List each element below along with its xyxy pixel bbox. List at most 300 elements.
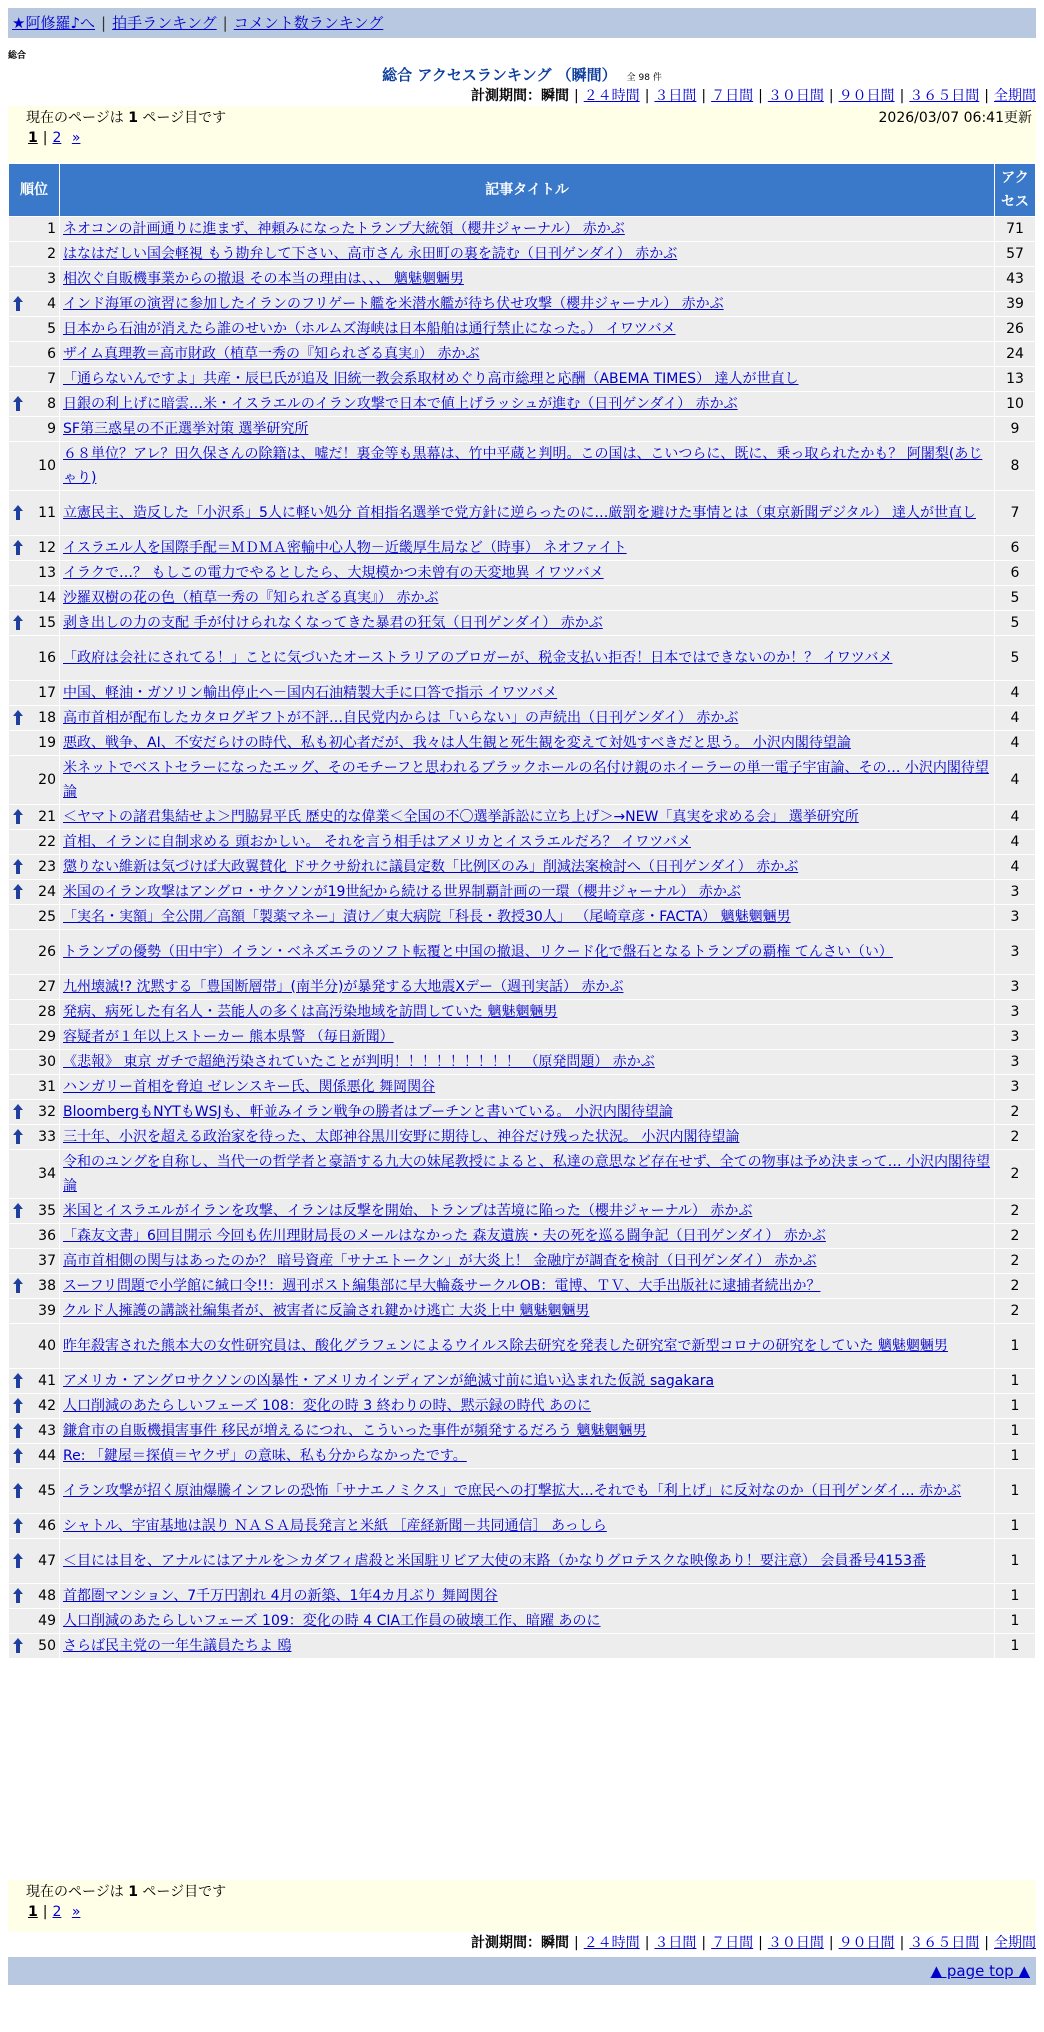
access-count: 1 [995, 1514, 1035, 1538]
rank-number: 33 [38, 1129, 56, 1145]
article-title-link[interactable]: 鎌倉市の自販機損害事件 移民が増えるにつれ、こういった事件が頻発するだろう 魑魅魍魎男 [63, 1423, 647, 1439]
title-cell [60, 830, 994, 854]
rank-cell [9, 805, 59, 829]
access-column-header: アクセス [995, 164, 1035, 216]
article-title-link[interactable]: 米国とイスラエルがイランを攻撃、イランは反撃を開始、トランプは苦境に陥った（櫻井ジャーナル） 赤かぶ [63, 1203, 753, 1219]
rank-number: 22 [38, 834, 56, 850]
title-cell [60, 392, 994, 416]
access-count: 1 [995, 1394, 1035, 1418]
rank-cell [9, 417, 59, 441]
clap-ranking-link[interactable]: 拍手ランキング [112, 14, 217, 32]
article-title-link[interactable]: 首都圏マンション、7千万円割れ 4月の新築、1年4カ月ぶり 舞岡関谷 [63, 1588, 498, 1604]
access-count: 5 [995, 586, 1035, 610]
access-count: 3 [995, 975, 1035, 999]
title-cell [60, 417, 994, 441]
article-title-link[interactable]: 高市首相側の関与はあったのか？ 暗号資産「サナエトークン」が大炎上！ 金融庁が調査を検討（日刊ゲンダイ） 赤かぶ [63, 1253, 817, 1269]
article-title-link[interactable]: イラン攻撃が招く原油爆騰インフレの恐怖「サナエノミクス」で庶民への打撃拡大…それでも「利上げ」に反対なのか（日刊ゲンダイ… 赤かぶ [63, 1483, 962, 1499]
period-separator: | [828, 88, 834, 104]
period-link[interactable]: 全期間 [994, 88, 1036, 104]
period-link[interactable]: ９０日間 [838, 1935, 895, 1951]
table-row [9, 536, 1035, 560]
rank-cell [9, 1000, 59, 1024]
rank-cell [9, 1539, 59, 1583]
title-cell [60, 442, 994, 490]
period-separator: | [899, 88, 905, 104]
period-separator: | [828, 1935, 834, 1951]
table-row [9, 1584, 1035, 1608]
period-link[interactable]: ７日間 [711, 1935, 754, 1951]
title-cell [60, 1634, 994, 1658]
table-row [9, 267, 1035, 291]
rank-cell [9, 880, 59, 904]
table-row [9, 1324, 1035, 1368]
table-row [9, 1299, 1035, 1323]
title-cell [60, 1199, 994, 1223]
title-cell [60, 930, 994, 974]
article-title-link[interactable]: イスラエル人を国際手配＝ＭＤＭＡ密輸中心人物－近畿厚生局など（時事） ネオファイト [63, 540, 627, 556]
nav-separator: | [101, 14, 107, 32]
rank-cell [9, 636, 59, 680]
access-count: 39 [995, 292, 1035, 316]
page-info-prefix: 現在のページは [26, 1884, 124, 1900]
article-title-link[interactable]: 首相、イランに自制求める 頭おかしい。 それを言う相手はアメリカとイスラエルだろ？ イワツバメ [63, 834, 691, 850]
access-count: 2 [995, 1100, 1035, 1124]
table-row [9, 1000, 1035, 1024]
access-count: 2 [995, 1274, 1035, 1298]
title-cell [60, 1514, 994, 1538]
rank-number: 50 [38, 1638, 56, 1654]
access-count: 1 [995, 1444, 1035, 1468]
table-row [9, 830, 1035, 854]
period-separator: | [644, 1935, 650, 1951]
table-row [9, 491, 1035, 535]
rank-cell [9, 1584, 59, 1608]
access-count: 1 [995, 1324, 1035, 1368]
pager-next-link[interactable]: » [71, 1904, 81, 1920]
title-cell [60, 681, 994, 705]
updated-timestamp: 2026/03/07 06:41更新 [878, 110, 1032, 126]
table-row [9, 1125, 1035, 1149]
table-row [9, 1100, 1035, 1124]
title-cell [60, 611, 994, 635]
title-cell [60, 217, 994, 241]
rank-number: 47 [38, 1553, 56, 1569]
rank-number: 41 [38, 1373, 56, 1389]
rank-number: 49 [38, 1613, 56, 1629]
rank-up-arrow-icon [13, 1553, 23, 1568]
access-count: 1 [995, 1469, 1035, 1513]
period-separator: | [573, 1935, 579, 1951]
period-link[interactable]: ３日間 [654, 1935, 697, 1951]
article-title-link[interactable]: シャトル、宇宙基地は誤り ＮＡＳＡ局長発言と米紙 ［産経新聞－共同通信］ あっしら [63, 1518, 607, 1534]
rank-number: 24 [38, 884, 56, 900]
table-row [9, 1394, 1035, 1418]
article-title-link[interactable]: ザイム真理教＝高市財政（植草一秀の『知られざる真実』） 赤かぶ [63, 346, 480, 362]
table-row [9, 611, 1035, 635]
article-title-link[interactable]: ＜ヤマトの諸君集結せよ＞門脇昇平氏 歴史的な偉業＜全国の不〇選挙訴訟に立ち上げ＞→NEW「真実を求める会」 選挙研究所 [63, 809, 859, 825]
article-title-link[interactable]: クルド人擁護の講談社編集者が、被害者に反論され鍵かけ逃亡 大炎上中 魑魅魍魎男 [63, 1303, 590, 1319]
rank-number: 15 [38, 615, 56, 631]
pager-separator: | [42, 130, 48, 146]
period-separator: | [758, 1935, 763, 1951]
rank-cell [9, 1025, 59, 1049]
rank-up-arrow-icon [13, 396, 23, 411]
article-title-link[interactable]: アメリカ・アングロサクソンの凶暴性・アメリカインディアンが絶滅寸前に追い込まれた仮説 sagakara [63, 1373, 715, 1389]
article-title-link[interactable]: 立憲民主、造反した「小沢系」5人に軽い処分 首相指名選挙で党方針に逆らったのに…厳罰を避けた事情とは（東京新聞デジタル） 達人が世直し [63, 505, 976, 521]
access-count: 3 [995, 1000, 1035, 1024]
rank-cell [9, 1394, 59, 1418]
period-label: 計測期間： [470, 88, 541, 104]
rank-number: 45 [38, 1483, 56, 1499]
article-title-link[interactable]: 剥き出しの力の支配 手が付けられなくなってきた暴君の狂気（日刊ゲンダイ） 赤かぶ [63, 615, 603, 631]
rank-number: 20 [38, 772, 56, 788]
rank-cell [9, 611, 59, 635]
rank-number: 16 [38, 650, 56, 666]
article-title-link[interactable]: 昨年殺害された熊本大の女性研究員は、酸化グラフェンによるウイルス除去研究を発表した研究室で新型コロナの研究をしていた 魑魅魍魎男 [63, 1338, 948, 1354]
article-title-link[interactable]: 米ネットでベストセラーになったエッグ、そのモチーフと思われるブラックホールの名付け親のホイーラーの単一電子宇宙論、その… 小沢内閣待望論 [63, 760, 989, 800]
article-title-link[interactable]: ネオコンの計画通りに進まず、神頼みになったトランプ大統領（櫻井ジャーナル） 赤かぶ [63, 221, 625, 237]
rank-cell [9, 1224, 59, 1248]
article-title-link[interactable]: 米国のイラン攻撃はアングロ・サクソンが19世紀から続ける世界制覇計画の一環（櫻井ジャーナル） 赤かぶ [63, 884, 741, 900]
rank-cell [9, 706, 59, 730]
rank-number: 44 [38, 1448, 56, 1464]
title-cell [60, 1369, 994, 1393]
table-row [9, 681, 1035, 705]
rank-number: 21 [38, 809, 56, 825]
title-cell [60, 1539, 994, 1583]
table-row [9, 1150, 1035, 1198]
article-title-link[interactable]: 高市首相が配布したカタログギフトが不評…自民党内からは「いらない」の声続出（日刊ゲンダイ） 赤かぶ [63, 710, 739, 726]
article-title-link[interactable]: 人口削減のあたらしいフェーズ 108：変化の時 3 終わりの時、黙示録の時代 あのに [63, 1398, 592, 1414]
title-cell [60, 1469, 994, 1513]
rank-cell [9, 586, 59, 610]
article-title-link[interactable]: 発病、病死した有名人・芸能人の多くは高汚染地域を訪問していた 魑魅魍魎男 [63, 1004, 558, 1020]
rank-number: 29 [38, 1029, 56, 1045]
article-title-link[interactable]: BloombergもNYTもWSJも、軒並みイラン戦争の勝者はプーチンと書いている。 小沢内閣待望論 [63, 1104, 673, 1120]
access-count: 3 [995, 1025, 1035, 1049]
rank-up-arrow-icon [13, 1638, 23, 1653]
table-row [9, 217, 1035, 241]
table-row [9, 242, 1035, 266]
rank-number: 7 [47, 371, 56, 387]
access-count: 6 [995, 536, 1035, 560]
table-row [9, 805, 1035, 829]
title-cell [60, 292, 994, 316]
title-cell [60, 491, 994, 535]
rank-up-arrow-icon [13, 505, 23, 520]
table-row [9, 880, 1035, 904]
article-title-link[interactable]: 沙羅双樹の花の色（植草一秀の『知られざる真実』） 赤かぶ [63, 590, 439, 606]
table-row [9, 317, 1035, 341]
table-row [9, 392, 1035, 416]
page-info-suffix: ページ目です [142, 1884, 227, 1900]
rank-cell [9, 317, 59, 341]
home-link[interactable]: ★阿修羅♪へ [12, 14, 96, 32]
title-cell [60, 1274, 994, 1298]
article-title-link[interactable]: 懲りない維新は気づけば大政翼賛化 ドサクサ紛れに議員定数「比例区のみ」削減法案検討へ（日刊ゲンダイ） 赤かぶ [63, 859, 799, 875]
access-count: 1 [995, 1419, 1035, 1443]
table-row [9, 417, 1035, 441]
article-title-link[interactable]: 「森友文書」6回目開示 今回も佐川理財局長のメールはなかった 森友遺族・夫の死を巡る闘争記（日刊ゲンダイ） 赤かぶ [63, 1228, 826, 1244]
rank-cell [9, 491, 59, 535]
rank-number: 1 [47, 221, 56, 237]
table-row [9, 731, 1035, 755]
rank-up-arrow-icon [13, 884, 23, 899]
rank-up-arrow-icon [13, 615, 23, 630]
page-top-link[interactable]: ▲ page top ▲ [930, 1962, 1030, 1980]
rank-number: 14 [38, 590, 56, 606]
article-title-link[interactable]: 日銀の利上げに暗雲…米・イスラエルのイラン攻撃で日本で値上げラッシュが進む（日刊ゲンダイ） 赤かぶ [63, 396, 738, 412]
rank-up-arrow-icon [13, 540, 23, 555]
article-title-link[interactable]: インド海軍の演習に参加したイランのフリゲート艦を米潜水艦が待ち伏せ攻撃（櫻井ジャーナル） 赤かぶ [63, 296, 724, 312]
ranking-title-block [8, 64, 1036, 85]
period-link[interactable]: ３６５日間 [909, 88, 980, 104]
access-count: 26 [995, 317, 1035, 341]
rank-number: 36 [38, 1228, 56, 1244]
table-row [9, 1469, 1035, 1513]
rank-number: 34 [38, 1166, 56, 1182]
period-current: 瞬間 [540, 88, 569, 104]
rank-column-header: 順位 [9, 164, 59, 216]
title-cell [60, 561, 994, 585]
period-separator: | [573, 88, 579, 104]
access-count: 43 [995, 267, 1035, 291]
rank-up-arrow-icon [13, 1588, 23, 1603]
rank-number: 42 [38, 1398, 56, 1414]
rank-number: 32 [38, 1104, 56, 1120]
article-title-link[interactable]: 令和のユングを自称し、当代一の哲学者と豪語する九大の妹尾教授によると、私達の意思など存在せず、全ての物事は予め決まって… 小沢内閣待望論 [63, 1154, 991, 1194]
article-title-link[interactable]: ＜目には目を、アナルにはアナルを＞カダフィ虐殺と米国駐リビア大使の末路（かなりグロテスクな映像あり！要注意） 会員番号4153番 [63, 1553, 926, 1569]
article-title-link[interactable]: イラクで…？ もしこの電力でやるとしたら、大規模かつ未曾有の天変地異 イワツバメ [63, 565, 604, 581]
title-column-header: 記事タイトル [60, 164, 994, 216]
period-link[interactable]: ９０日間 [838, 88, 895, 104]
table-row [9, 342, 1035, 366]
rank-cell [9, 1050, 59, 1074]
table-row [9, 1249, 1035, 1273]
period-link[interactable]: ２４時間 [583, 1935, 640, 1951]
access-count: 4 [995, 830, 1035, 854]
access-count: 1 [995, 1369, 1035, 1393]
table-row [9, 930, 1035, 974]
title-cell [60, 1249, 994, 1273]
rank-cell [9, 1634, 59, 1658]
access-count: 7 [995, 491, 1035, 535]
page-info-line [26, 108, 1024, 128]
access-count: 3 [995, 905, 1035, 929]
period-link[interactable]: ３６５日間 [909, 1935, 980, 1951]
access-count: 4 [995, 805, 1035, 829]
rank-cell [9, 561, 59, 585]
rank-cell [9, 267, 59, 291]
pager-page-2-link[interactable]: 2 [52, 130, 62, 146]
access-count: 2 [995, 1125, 1035, 1149]
rank-number: 9 [47, 421, 56, 437]
title-cell [60, 905, 994, 929]
article-title-link[interactable]: ハンガリー首相を脅迫 ゼレンスキー氏、関係悪化 舞岡関谷 [63, 1079, 436, 1095]
rank-cell [9, 1249, 59, 1273]
article-title-link[interactable]: トランプの優勢（田中宇）イラン・ベネズエラのソフト転覆と中国の撤退、リクード化で盤石となるトランプの覇権 てんさい（い） [63, 944, 893, 960]
article-title-link[interactable]: 日本から石油が消えたら誰のせいか（ホルムズ海峡は日本船舶は通行禁止になった。） イワツバメ [63, 321, 676, 337]
period-link[interactable]: ３日間 [654, 88, 697, 104]
pager-page-2-link[interactable]: 2 [52, 1904, 62, 1920]
rank-cell [9, 292, 59, 316]
rank-cell [9, 1469, 59, 1513]
rank-up-arrow-icon [13, 1104, 23, 1119]
rank-number: 10 [38, 458, 56, 474]
article-title-link[interactable]: Re: 「鍵屋＝探偵＝ヤクザ」の意味、私も分からなかったです。 [63, 1448, 467, 1464]
table-row [9, 855, 1035, 879]
period-separator: | [899, 1935, 905, 1951]
period-selector-bottom [8, 1934, 1036, 1952]
page-info-suffix: ページ目です [142, 110, 227, 126]
rank-number: 38 [38, 1278, 56, 1294]
period-separator: | [701, 1935, 707, 1951]
article-title-link[interactable]: 「実名・実額」全公開／高額「製薬マネー」漬け／東大病院「科長・教授30人」 （尾崎章彦・FACTA） 魑魅魍魎男 [63, 909, 791, 925]
rank-cell [9, 342, 59, 366]
rank-cell [9, 905, 59, 929]
rank-number: 13 [38, 565, 56, 581]
table-row [9, 1199, 1035, 1223]
rank-number: 28 [38, 1004, 56, 1020]
section-label: 総合 [8, 51, 27, 61]
ranking-table-body [9, 217, 1035, 1658]
table-row [9, 1274, 1035, 1298]
article-title-link[interactable]: ６８単位？アレ？田久保さんの除籍は、嘘だ！裏金等も黒幕は、竹中平蔵と判明。この国は、こいつらに、既に、乗っ取られたかも？ 阿闍梨(あじゃり) [63, 446, 983, 486]
title-cell [60, 706, 994, 730]
rank-up-arrow-icon [13, 1373, 23, 1388]
rank-cell [9, 1609, 59, 1633]
pager [28, 128, 1024, 148]
rank-cell [9, 1075, 59, 1099]
title-cell [60, 267, 994, 291]
period-separator: | [984, 1935, 989, 1951]
page-info-top [8, 106, 1036, 162]
page-info-prefix: 現在のページは [26, 110, 124, 126]
pager-next-link[interactable]: » [71, 130, 81, 146]
table-row [9, 905, 1035, 929]
rank-cell [9, 1444, 59, 1468]
title-cell [60, 1224, 994, 1248]
period-link[interactable]: ２４時間 [583, 88, 640, 104]
rank-up-arrow-icon [13, 1423, 23, 1438]
ranking-table [8, 163, 1036, 1659]
rank-cell [9, 1324, 59, 1368]
title-cell [60, 975, 994, 999]
rank-number: 40 [38, 1338, 56, 1354]
title-cell [60, 855, 994, 879]
access-count: 24 [995, 342, 1035, 366]
comment-ranking-link[interactable]: コメント数ランキング [233, 14, 384, 32]
article-title-link[interactable]: 相次ぐ自販機事業からの撤退 その本当の理由は、、、 魑魅魍魎男 [63, 271, 464, 287]
top-nav-bar [8, 8, 1036, 38]
period-link[interactable]: ３０日間 [767, 1935, 824, 1951]
title-cell [60, 756, 994, 804]
rank-number: 19 [38, 735, 56, 751]
period-link[interactable]: ３０日間 [767, 88, 824, 104]
title-cell [60, 536, 994, 560]
period-selector-top [8, 87, 1036, 105]
table-row [9, 1634, 1035, 1658]
rank-cell [9, 536, 59, 560]
page-info-bottom [8, 1880, 1036, 1932]
rank-cell [9, 367, 59, 391]
access-count: 2 [995, 1249, 1035, 1273]
page-info-line [26, 1882, 1024, 1902]
title-cell [60, 880, 994, 904]
article-title-link[interactable]: SF第三惑星の不正選挙対策 選挙研究所 [63, 421, 309, 437]
table-row [9, 586, 1035, 610]
rank-number: 27 [38, 979, 56, 995]
rank-cell [9, 1199, 59, 1223]
article-title-link[interactable]: スーフリ問題で小学館に緘口令!!：週刊ポスト編集部に早大輪姦サークルOB：電博、ＴＶ、大手出版社に逮捕者続出か？ [63, 1278, 821, 1294]
rank-cell [9, 392, 59, 416]
article-title-link[interactable]: はなはだしい国会軽視 もう勘弁して下さい、高市さん 永田町の裏を読む（日刊ゲンダイ） 赤かぶ [63, 246, 678, 262]
access-count: 4 [995, 731, 1035, 755]
page-info-number: 1 [128, 1884, 138, 1900]
access-count: 13 [995, 367, 1035, 391]
article-title-link[interactable]: 《悲報》 東京 ガチで超絶汚染されていたことが判明！！！！！！！！！ （原発問題） 赤かぶ [63, 1054, 655, 1070]
access-count: 5 [995, 611, 1035, 635]
rank-cell [9, 855, 59, 879]
period-link[interactable]: ７日間 [711, 88, 754, 104]
rank-up-arrow-icon [13, 809, 23, 824]
title-cell [60, 586, 994, 610]
table-row [9, 975, 1035, 999]
article-title-link[interactable]: 九州壊滅!? 沈黙する「豊国断層帯」(南半分)が暴発する大地震Xデー（週刊実話） 赤かぶ [63, 979, 624, 995]
rank-cell [9, 830, 59, 854]
article-title-link[interactable]: 中国、軽油・ガソリン輸出停止へ－国内石油精製大手に口答で指示 イワツバメ [63, 685, 558, 701]
access-count: 57 [995, 242, 1035, 266]
rank-cell [9, 1299, 59, 1323]
access-count: 1 [995, 1584, 1035, 1608]
table-row [9, 1609, 1035, 1633]
article-title-link[interactable]: さらば民主党の一年生議員たちよ 鴎 [63, 1638, 292, 1654]
access-count: 2 [995, 1199, 1035, 1223]
title-cell [60, 342, 994, 366]
title-cell [60, 1609, 994, 1633]
article-title-link[interactable]: 悪政、戦争、AI、不安だらけの時代、私も初心者だが、我々は人生観と死生観を変えて対処すべきだと思う。 小沢内閣待望論 [63, 735, 851, 751]
rank-up-arrow-icon [13, 1278, 23, 1293]
title-cell [60, 1075, 994, 1099]
rank-cell [9, 442, 59, 490]
rank-number: 17 [38, 685, 56, 701]
period-link[interactable]: 全期間 [994, 1935, 1036, 1951]
period-separator: | [701, 88, 707, 104]
table-row [9, 1444, 1035, 1468]
access-count: 2 [995, 1224, 1035, 1248]
rank-number: 4 [47, 296, 56, 312]
article-title-link[interactable]: 「政府は会社にされてる！」ことに気づいたオーストラリアのブロガーが、税金支払い拒否！日本ではできないのか！？ イワツバメ [63, 650, 893, 666]
access-count: 3 [995, 930, 1035, 974]
access-count: 10 [995, 392, 1035, 416]
table-row [9, 1050, 1035, 1074]
access-count: 4 [995, 706, 1035, 730]
period-current: 瞬間 [540, 1935, 569, 1951]
article-title-link[interactable]: 人口削減のあたらしいフェーズ 109：変化の時 4 CIA工作員の破壊工作、暗躍 あのに [63, 1613, 601, 1629]
rank-cell [9, 1100, 59, 1124]
rank-cell [9, 731, 59, 755]
rank-number: 39 [38, 1303, 56, 1319]
table-row [9, 442, 1035, 490]
access-count: 2 [995, 1150, 1035, 1198]
article-title-link[interactable]: 「通らないんですよ」共産・辰巳氏が追及 旧統一教会系取材めぐり高市総理と応酬（ABEMA TIMES） 達人が世直し [63, 371, 799, 387]
article-title-link[interactable]: 容疑者が１年以上ストーカー 熊本県警 （毎日新聞） [63, 1029, 394, 1045]
rank-cell [9, 930, 59, 974]
rank-cell [9, 1369, 59, 1393]
rank-number: 5 [47, 321, 56, 337]
title-cell [60, 1000, 994, 1024]
article-title-link[interactable]: 三十年、小沢を超える政治家を待った、太郎神谷黒川安野に期待し、神谷だけ残った状況。 小沢内閣待望論 [63, 1129, 740, 1145]
